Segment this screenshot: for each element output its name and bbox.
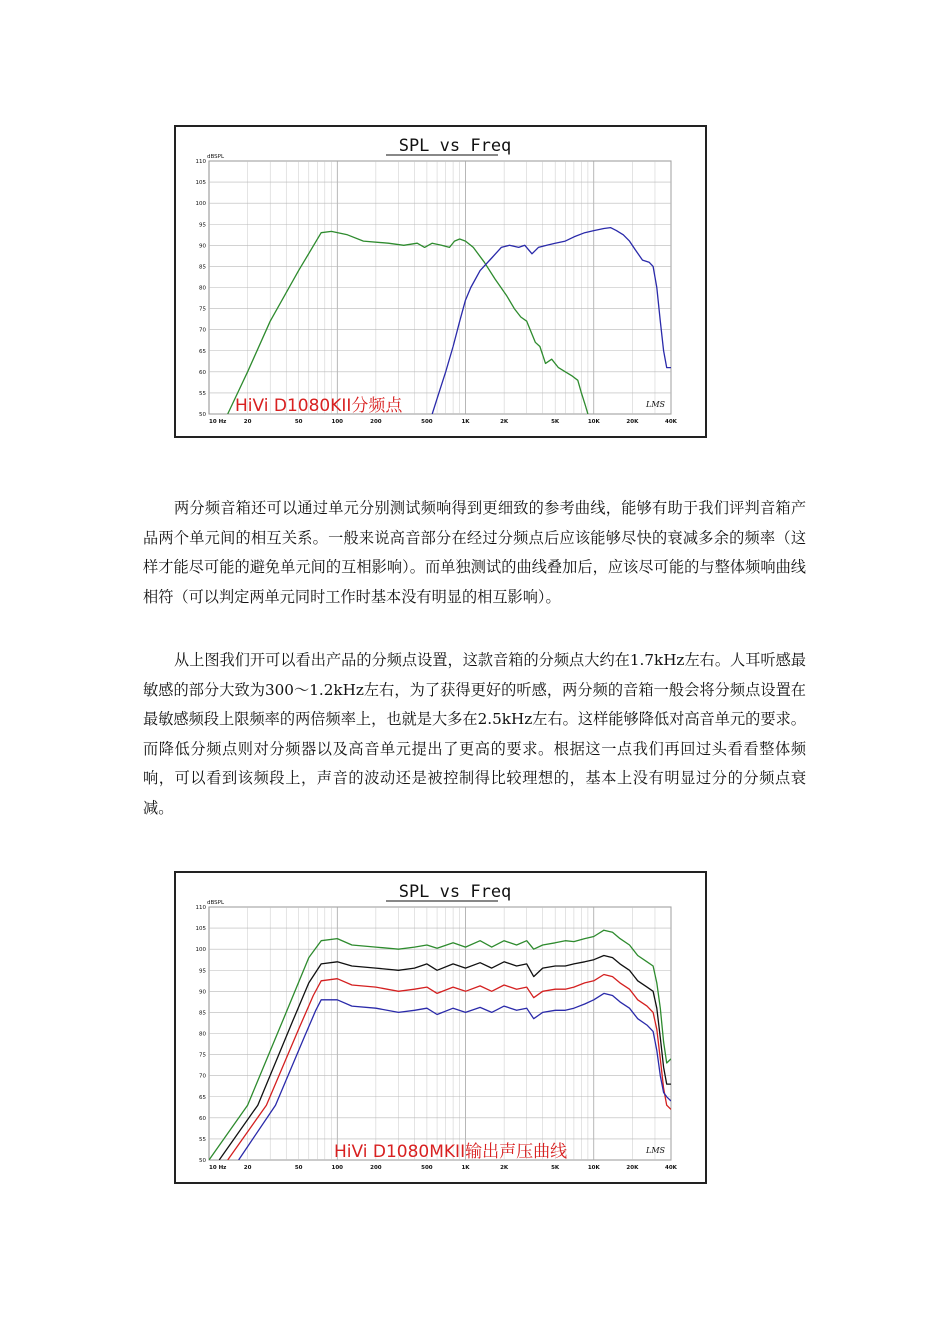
y-tick-label: 55 — [199, 1136, 206, 1143]
chart-title: SPL vs Freq — [398, 136, 512, 156]
y-tick-label: 100 — [195, 201, 206, 208]
x-tick-label: 10K — [587, 419, 600, 425]
y-tick-label: 50 — [199, 1158, 206, 1164]
y-tick-label: 80 — [199, 285, 206, 292]
x-tick-label: 20 — [243, 1165, 252, 1171]
y-tick-label: 110 — [195, 905, 206, 911]
y-tick-label: 50 — [199, 412, 206, 418]
chart-title: SPL vs Freq — [398, 882, 512, 902]
y-tick-label: 70 — [199, 1073, 206, 1080]
x-tick-label: 100 — [331, 419, 344, 425]
x-tick-label: 2K — [500, 419, 509, 425]
x-tick-label: 20K — [626, 1165, 639, 1171]
chart-annotation: HiVi D1080KII分频点 — [235, 396, 403, 416]
x-tick-label: 50 — [294, 419, 303, 425]
x-tick-label: 10K — [587, 1165, 600, 1171]
x-tick-label: 1K — [461, 1165, 470, 1171]
y-axis-label: dBSPL — [207, 154, 225, 160]
x-tick-label: 20K — [626, 419, 639, 425]
x-tick-label: 500 — [421, 1165, 433, 1171]
y-tick-label: 90 — [199, 243, 206, 250]
y-tick-label: 85 — [199, 1010, 206, 1017]
y-tick-label: 70 — [199, 327, 206, 334]
y-tick-label: 85 — [199, 264, 206, 271]
x-tick-label: 2K — [500, 1165, 509, 1171]
lms-logo: LMS — [646, 1146, 665, 1155]
y-tick-label: 55 — [199, 390, 206, 397]
y-tick-label: 95 — [199, 968, 206, 975]
y-tick-label: 65 — [199, 1094, 206, 1101]
x-tick-label: 50 — [294, 1165, 303, 1171]
x-tick-label: 40K — [665, 1165, 677, 1171]
y-tick-label: 90 — [199, 989, 206, 996]
x-tick-label: 10 Hz — [209, 419, 227, 425]
paragraph: 两分频音箱还可以通过单元分别测试频响得到更细致的参考曲线，能够有助于我们评判音箱产品两个单元间的相互关系。一般来说高音部分在经过分频点后应该能够尽快的衰减多余的频率（这样才能尽可能的避免单元间的互相影响）。而单独测试的曲线叠加后，应该尽可能的与整体频响曲线相符（可以判定两单元同时工作时基本没有明显的相互影响）。 — [143, 499, 806, 606]
y-tick-label: 80 — [199, 1031, 206, 1038]
x-tick-label: 500 — [421, 419, 433, 425]
x-tick-label: 20 — [243, 419, 252, 425]
x-tick-label: 1K — [461, 419, 470, 425]
spl-chart-crossover — [174, 125, 707, 438]
lms-logo: LMS — [646, 400, 665, 409]
y-tick-label: 95 — [199, 222, 206, 229]
y-tick-label: 105 — [195, 180, 206, 187]
chart-svg — [176, 873, 705, 1182]
chart-svg — [176, 127, 705, 436]
y-tick-label: 60 — [199, 1115, 206, 1122]
y-tick-label: 110 — [195, 159, 206, 165]
y-tick-label: 75 — [199, 1052, 206, 1059]
spl-chart-output — [174, 871, 707, 1184]
x-tick-label: 10 Hz — [209, 1165, 227, 1171]
y-tick-label: 100 — [195, 947, 206, 954]
x-tick-label: 5K — [551, 1165, 560, 1171]
chart-annotation: HiVi D1080MKII输出声压曲线 — [334, 1142, 568, 1162]
x-tick-label: 5K — [551, 419, 560, 425]
x-tick-label: 200 — [370, 1165, 382, 1171]
x-tick-label: 100 — [331, 1165, 344, 1171]
x-tick-label: 40K — [665, 419, 677, 425]
x-tick-label: 200 — [370, 419, 382, 425]
y-axis-label: dBSPL — [207, 900, 225, 906]
y-tick-label: 65 — [199, 348, 206, 355]
paragraph: 从上图我们开可以看出产品的分频点设置，这款音箱的分频点大约在1.7kHz左右。人耳听感最敏感的部分大致为300～1.2kHz左右，为了获得更好的听感，两分频的音箱一般会将分频点设置在最敏感频段上限频率的两倍频率上，也就是大多在2.5kHz左右。这样能够降低对高音单元的要求。而降低分频点则对分频器以及高音单元提出了更高的要求。根据这一点我们再回过头看看整体频响，可以看到该频段上，声音的波动还是被控制得比较理想的，基本上没有明显过分的分频点衰减。 — [143, 651, 806, 817]
y-tick-label: 60 — [199, 369, 206, 376]
y-tick-label: 105 — [195, 926, 206, 933]
y-tick-label: 75 — [199, 306, 206, 313]
